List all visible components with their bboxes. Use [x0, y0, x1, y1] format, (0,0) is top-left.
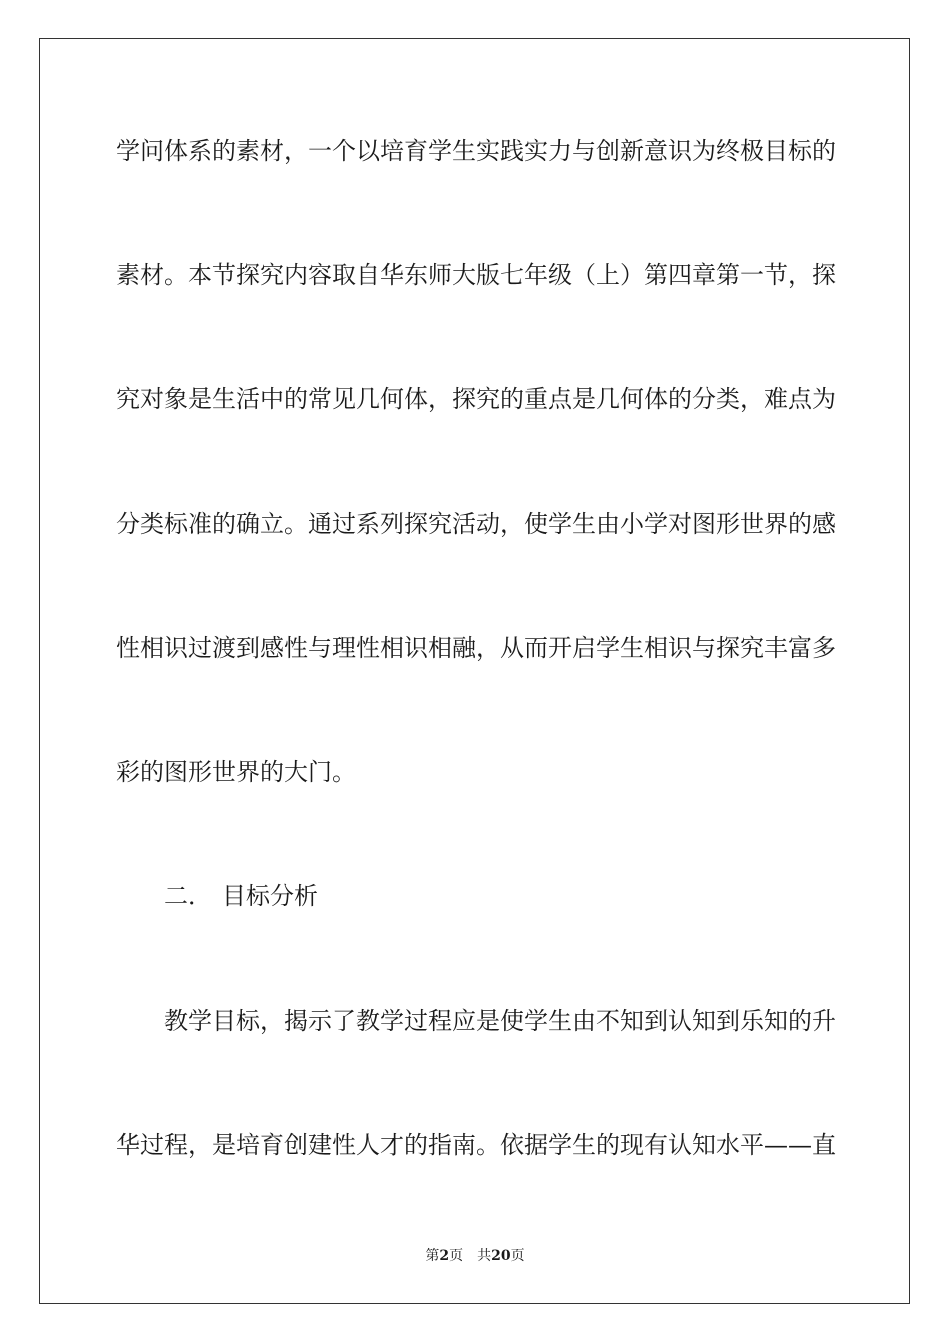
- body-text-line: 究对象是生活中的常见几何体，探究的重点是几何体的分类，难点为: [116, 385, 836, 413]
- body-text-line: 分类标准的确立。通过系列探究活动，使学生由小学对图形世界的感: [116, 510, 836, 538]
- page-border: [39, 38, 910, 1304]
- body-text-line: 学问体系的素材，一个以培育学生实践实力与创新意识为终极目标的: [116, 137, 836, 165]
- total-label-suffix: 页: [510, 1248, 525, 1264]
- page-label-prefix: 第: [425, 1248, 440, 1264]
- body-text-line: 彩的图形世界的大门。: [116, 758, 356, 786]
- section-heading: 目标分析: [222, 882, 318, 910]
- page-label-suffix: 页: [449, 1248, 464, 1264]
- total-page-count: 20: [491, 1248, 511, 1264]
- body-text-line: 华过程，是培育创建性人才的指南。依据学生的现有认知水平——直: [116, 1131, 836, 1159]
- page-footer: [0, 1246, 950, 1266]
- body-text-line: 性相识过渡到感性与理性相识相融，从而开启学生相识与探究丰富多: [116, 634, 836, 662]
- current-page-number: 2: [439, 1248, 450, 1264]
- body-text-line: 素材。本节探究内容取自华东师大版七年级（上）第四章第一节，探: [116, 261, 836, 289]
- body-text-line: 教学目标，揭示了教学过程应是使学生由不知到认知到乐知的升: [164, 1007, 836, 1035]
- section-number: 二．: [164, 882, 212, 910]
- total-label-prefix: 共: [477, 1248, 492, 1264]
